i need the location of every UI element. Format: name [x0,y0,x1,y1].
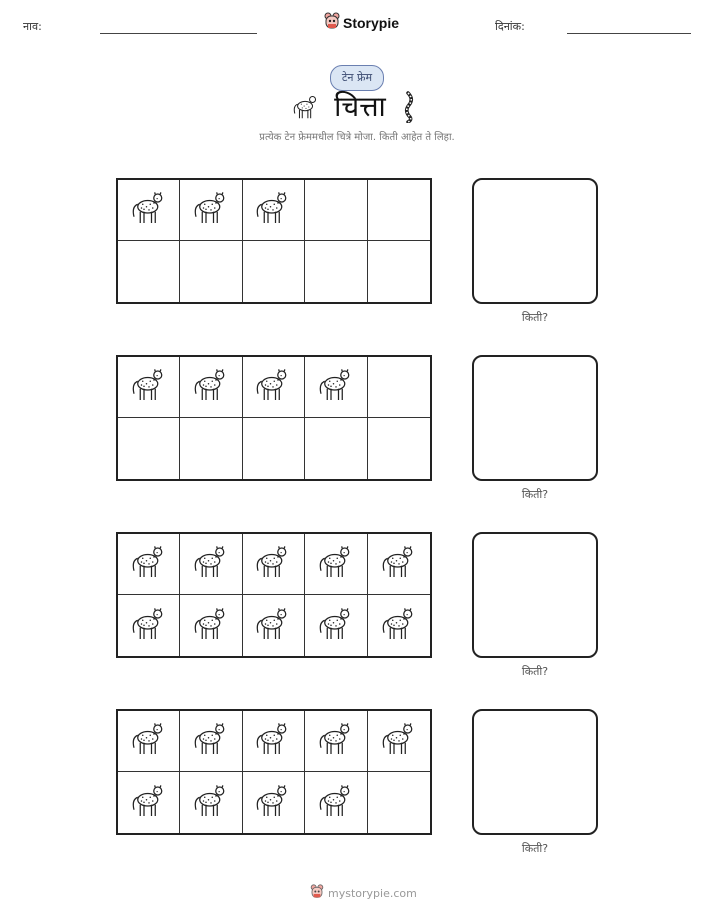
ten-frame-cell [180,418,242,479]
ten-frame-cell [305,241,367,302]
ten-frame-cell [118,595,180,656]
cheetah-icon [316,365,356,409]
ten-frame-cell [118,180,180,241]
ten-frame-cell [180,241,242,302]
storypie-logo-icon [310,884,324,903]
ten-frame-cell [180,534,242,595]
cheetah-icon [129,188,169,232]
answer-box[interactable] [472,178,598,304]
ten-frame-cell [118,772,180,833]
answer-box[interactable] [472,709,598,835]
ten-frame-cell [118,357,180,418]
ten-frame [116,178,432,304]
cheetah-icon [191,542,231,586]
topic-pill: टेन फ्रेम [330,65,384,91]
footer-url[interactable]: mystorypie.com [328,887,417,900]
ten-frame-cell [180,180,242,241]
ten-frame-cell [368,180,430,241]
ten-frame-cell [180,711,242,772]
ten-frame-cell [368,772,430,833]
cheetah-icon [129,781,169,825]
ten-frame-cell [305,180,367,241]
ten-frame-cell [243,534,305,595]
cheetah-icon [316,542,356,586]
answer-box[interactable] [472,355,598,481]
cheetah-icon [253,719,293,763]
storypie-logo-icon [324,12,340,34]
ten-frame-cell [368,357,430,418]
ten-frame-cell [243,357,305,418]
ten-frame-cell [243,772,305,833]
cheetah-icon [253,542,293,586]
name-label: नाव: [23,20,42,33]
cheetah-icon [316,719,356,763]
brand-logo [324,12,399,34]
cheetah-icon [191,188,231,232]
cheetah-icon [291,93,321,125]
ten-frame-cell [243,711,305,772]
ten-frame-cell [368,534,430,595]
ten-frame-cell [368,595,430,656]
ten-frame-cell [305,357,367,418]
ten-frame-cell [243,180,305,241]
ten-frame-cell [305,595,367,656]
cheetah-icon [253,188,293,232]
ten-frame-cell [368,418,430,479]
worm-icon [400,91,416,127]
cheetah-icon [129,719,169,763]
instructions: प्रत्येक टेन फ्रेममधील चित्रे मोजा. किती आहेत ते लिहा. [259,132,455,143]
ten-frame-cell [305,711,367,772]
cheetah-icon [191,719,231,763]
cheetah-icon [253,781,293,825]
cheetah-icon [191,781,231,825]
ten-frame [116,532,432,658]
ten-frame-cell [368,711,430,772]
date-line[interactable] [567,33,691,34]
answer-label: किती? [521,842,549,855]
cheetah-icon [379,604,419,648]
ten-frame-cell [243,595,305,656]
cheetah-icon [129,542,169,586]
cheetah-icon [316,781,356,825]
cheetah-icon [253,365,293,409]
answer-box[interactable] [472,532,598,658]
cheetah-icon [129,365,169,409]
ten-frame-cell [243,418,305,479]
cheetah-icon [316,604,356,648]
cheetah-icon [379,542,419,586]
ten-frame-cell [118,418,180,479]
footer [310,884,417,903]
ten-frame [116,355,432,481]
ten-frame-cell [305,534,367,595]
ten-frame-cell [305,418,367,479]
ten-frame-cell [118,711,180,772]
cheetah-icon [191,604,231,648]
cheetah-icon [129,604,169,648]
date-label: दिनांक: [495,20,525,33]
name-line[interactable] [100,33,257,34]
answer-label: किती? [521,488,549,501]
cheetah-icon [191,365,231,409]
brand-name: Storypie [343,15,400,31]
ten-frame-cell [368,241,430,302]
ten-frame-cell [180,772,242,833]
ten-frame-cell [180,357,242,418]
ten-frame-cell [243,241,305,302]
cheetah-icon [253,604,293,648]
ten-frame-cell [305,772,367,833]
answer-label: किती? [521,665,549,678]
ten-frame-cell [118,534,180,595]
answer-label: किती? [521,311,549,324]
cheetah-icon [379,719,419,763]
page-title: चित्ता [334,90,386,123]
ten-frame-cell [180,595,242,656]
ten-frame [116,709,432,835]
ten-frame-cell [118,241,180,302]
